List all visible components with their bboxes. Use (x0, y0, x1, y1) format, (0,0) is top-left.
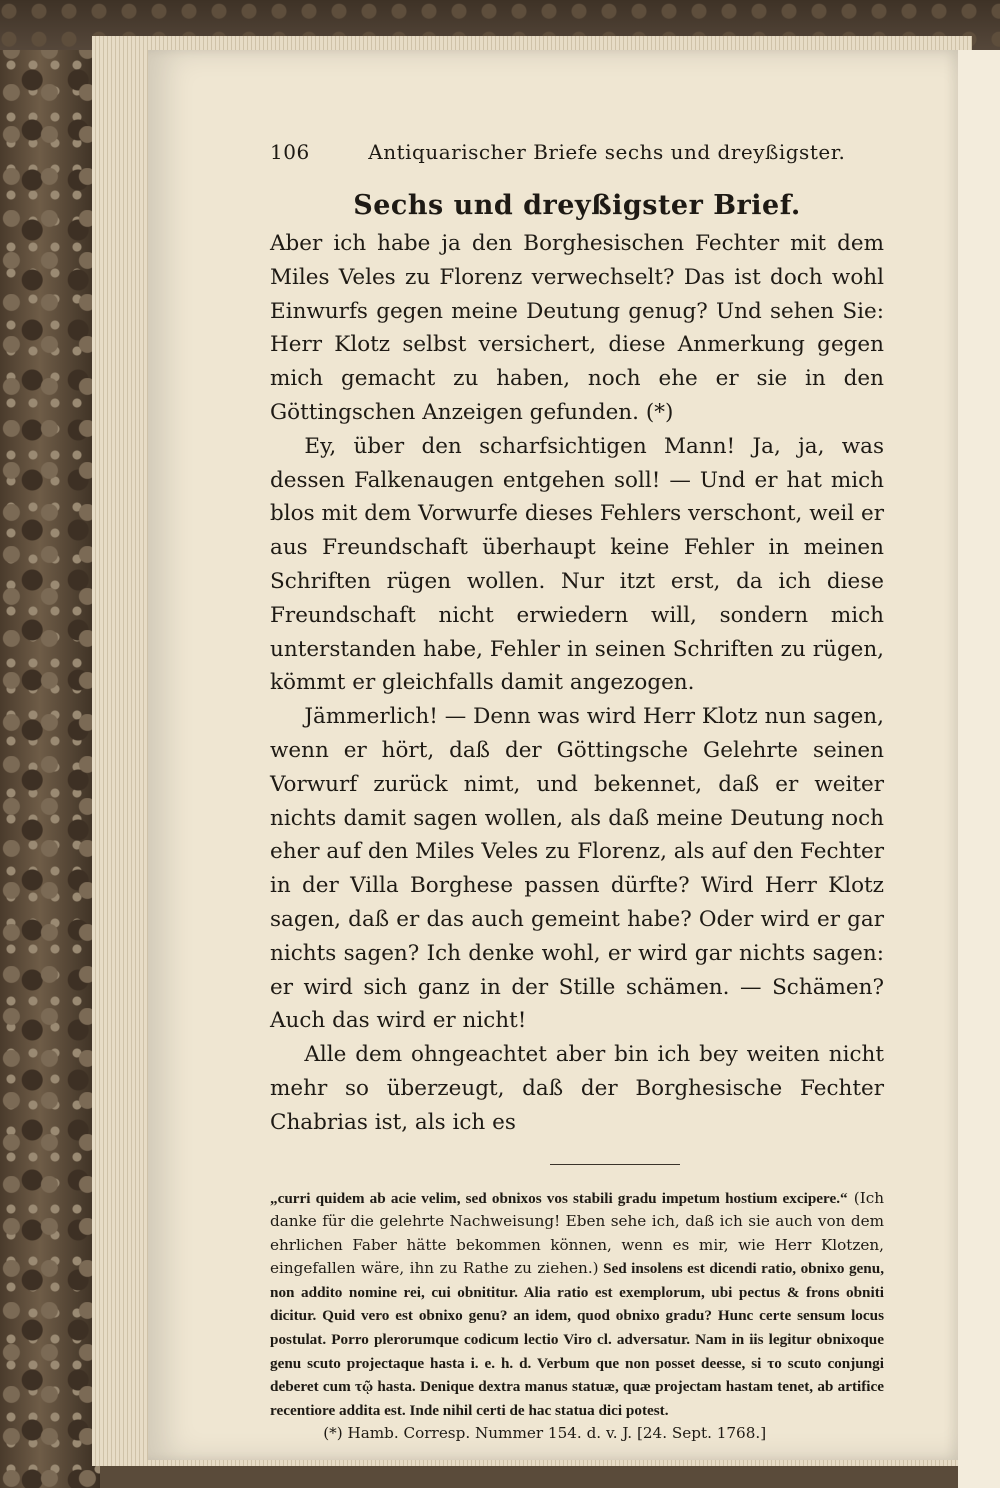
footnote (270, 1187, 884, 1447)
page-header (270, 140, 884, 164)
page-content (270, 140, 884, 1446)
footnote-rule (550, 1164, 680, 1165)
facing-page-edge (958, 50, 1000, 1488)
paragraph: Ey, über den scharfsichtigen Mann! Ja, ja, was dessen Falkenaugen entgehen soll! — Und er hat mich blos mit dem Vorwurfe dieses Fehlers verschont, weil er aus Freundschaft überhaupt keine Fehler in meinen Schriften rügen wollen. Nur itzt erst, da ich diese Freundschaft nicht erwiedern will, sondern mich unterstanden habe, Fehler in seinen Schriften zu rügen, kömmt er gleichfalls damit angezogen. (270, 433, 884, 696)
paragraph: Jämmerlich! — Denn was wird Herr Klotz nun sagen, wenn er hört, daß der Göttingsche Gelehrte seinen Vorwurf zurück nimt, und bekennet, daß er weiter nichts damit sagen wollen, als daß meine Deutung noch eher auf den Miles Veles zu Florenz, als auf den Fechter in der Villa Borghese passen dürfte? Wird Herr Klotz sagen, daß er das auch gemeint habe? Oder wird er gar nichts sagen? Ich denke wohl, er wird gar nichts sagen: er wird sich ganz in der Stille schämen. — Schämen? Auch das wird er nicht! (270, 704, 884, 1034)
footnote-remark: (Ich danke für die gelehrte Nachweisung! Eben sehe ich, daß ich sie auch von dem ehrlichen Faber hätte bekommen können, wenn es mir, wie Herr Klotzen, eingefallen wäre, ihn zu Rathe zu ziehen.) (270, 1188, 884, 1278)
running-title: Antiquarischer Briefe sechs und dreyßigster. (368, 140, 846, 164)
footnote-latin: Sed insolens est dicendi ratio, obnixo genu, non addito nomine rei, cui obnititur. Alia ratio est exemplorum, ubi pectus & frons obniti dicitur. Quid vero est obnixo genu? an idem, quod obnixo gradu? Hunc certe sensum locus postulat. Porro plerorumque codicum lectio Viro cl. adversatur. Nam in iis legitur obnixoque genu scuto projectaque hasta i. e. h. d. Verbum que non posset deesse, si το scuto conjungi deberet cum τῷ hasta. Denique dextra manus statuæ, quæ projectam hastam tenet, ab artifice recentiore addita est. Inde nihil certi de hac statua dici potest. (270, 1260, 884, 1419)
body-text (270, 227, 884, 1140)
page-number: 106 (270, 140, 310, 164)
footnote-quote: „curri quidem ab acie velim, sed obnixos vos stabili gradu impetum hostium excipere.“ (270, 1189, 848, 1207)
paragraph: Aber ich habe ja den Borghesischen Fechter mit dem Miles Veles zu Florenz verwechselt? Das ist doch wohl Einwurfs gegen meine Deutung genug? Und sehen Sie: Herr Klotz selbst versichert, diese Anmerkung gegen mich gemacht zu haben, noch ehe er sie in den Göttingschen Anzeigen gefunden. (*) (270, 231, 884, 425)
footnote-text (270, 1187, 884, 1423)
marbled-cover (0, 0, 100, 1488)
paragraph: Alle dem ohngeachtet aber bin ich bey weiten nicht mehr so überzeugt, daß der Borghesische Fechter Chabrias ist, als ich es (270, 1042, 884, 1135)
letter-title: Sechs und dreyßigster Brief. (353, 190, 801, 221)
footnote-source: (*) Hamb. Corresp. Nummer 154. d. v. J. [24. Sept. 1768.] (323, 1424, 767, 1443)
